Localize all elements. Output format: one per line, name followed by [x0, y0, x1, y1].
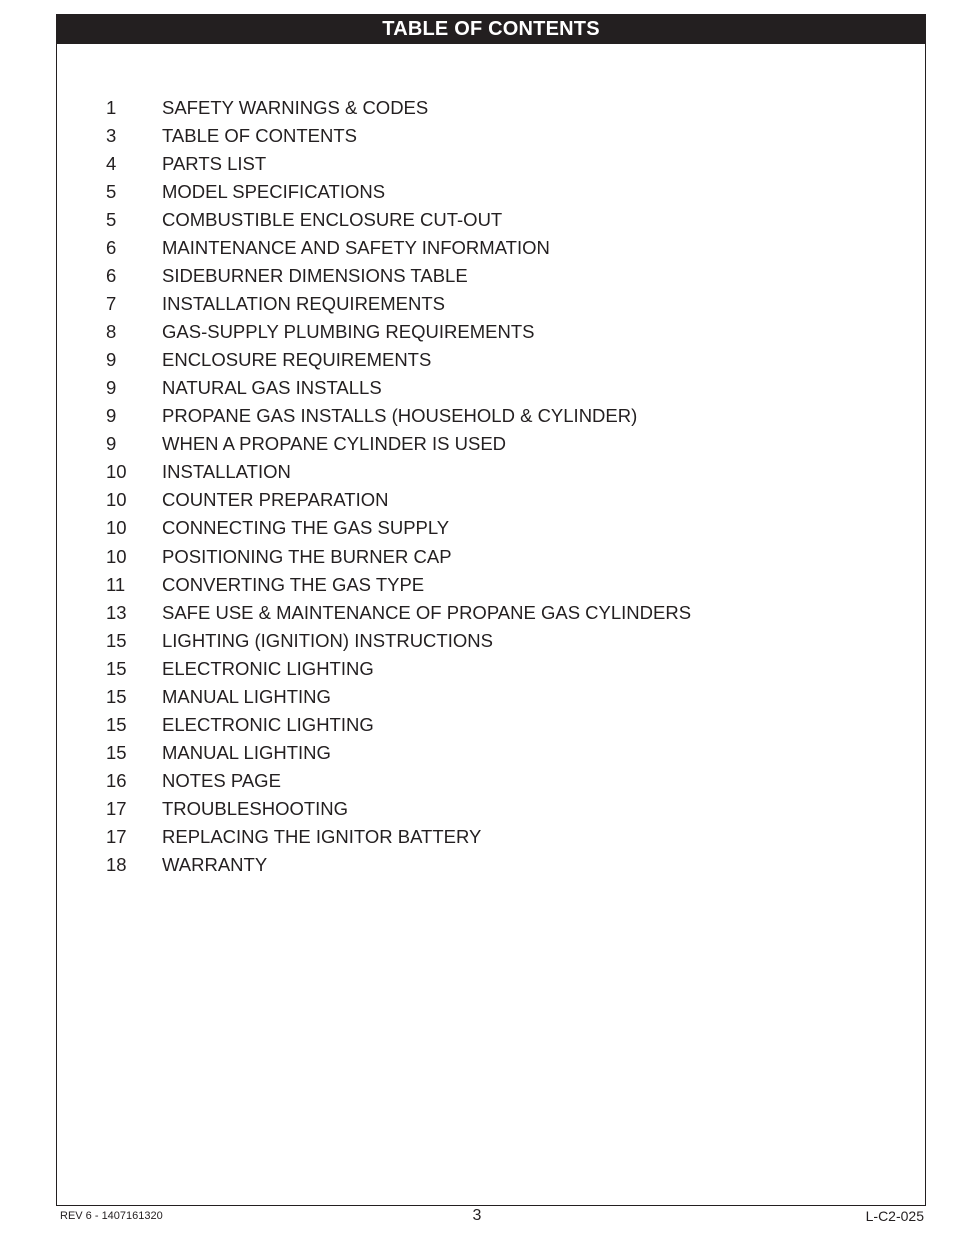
toc-page-number: 13 [106, 601, 127, 623]
toc-entry-title: COUNTER PREPARATION [162, 489, 389, 511]
toc-entry [106, 262, 866, 290]
toc-entry-title: WARRANTY [162, 854, 268, 876]
toc-entry-title: ELECTRONIC LIGHTING [162, 713, 374, 735]
toc-entry-title: MANUAL LIGHTING [162, 741, 331, 763]
toc-page-number: 10 [106, 489, 127, 511]
toc-page-number: 15 [106, 713, 127, 735]
toc-entry [106, 711, 866, 739]
toc-entry-title: GAS-SUPPLY PLUMBING REQUIREMENTS [162, 321, 535, 343]
toc-entry-title: SAFE USE & MAINTENANCE OF PROPANE GAS CYLINDERS [162, 601, 692, 623]
toc-entry [106, 851, 866, 879]
toc-page-number: 3 [106, 124, 117, 146]
toc-entry [106, 318, 866, 346]
toc-entry-title: MODEL SPECIFICATIONS [162, 180, 386, 202]
toc-entry [106, 403, 866, 431]
document-code: L-C2-025 [865, 1208, 924, 1224]
toc-entry [106, 290, 866, 318]
toc-page-number: 15 [106, 741, 127, 763]
toc-page-number: 4 [106, 152, 117, 174]
toc-entry-title: SAFETY WARNINGS & CODES [162, 96, 429, 118]
toc-page-number: 9 [106, 433, 117, 455]
toc-entry [106, 206, 866, 234]
toc-entry [106, 459, 866, 487]
toc-entry [106, 599, 866, 627]
toc-page-number: 5 [106, 180, 117, 202]
toc-entry-title: ELECTRONIC LIGHTING [162, 657, 374, 679]
toc-entry-title: PARTS LIST [162, 152, 267, 174]
toc-entry [106, 515, 866, 543]
toc-entry [106, 234, 866, 262]
toc-entry-title: NATURAL GAS INSTALLS [162, 377, 382, 399]
toc-entry [106, 122, 866, 150]
toc-page-number: 9 [106, 377, 117, 399]
toc-page-number: 9 [106, 405, 117, 427]
toc-entry [106, 178, 866, 206]
toc-entry-title: CONVERTING THE GAS TYPE [162, 573, 425, 595]
toc-entry-title: NOTES PAGE [162, 769, 281, 791]
revision-label: REV 6 - 1407161320 [60, 1210, 163, 1222]
toc-page-number: 7 [106, 293, 117, 315]
toc-entry-title: LIGHTING (IGNITION) INSTRUCTIONS [162, 629, 493, 651]
toc-entry [106, 374, 866, 402]
toc-page-number: 18 [106, 854, 127, 876]
toc-entry-title: CONNECTING THE GAS SUPPLY [162, 517, 450, 539]
toc-page-number: 1 [106, 96, 117, 118]
toc-entry [106, 795, 866, 823]
page-number: 3 [472, 1207, 482, 1224]
toc-entry-title: MANUAL LIGHTING [162, 685, 331, 707]
toc-page-number: 6 [106, 237, 117, 258]
toc-page-number: 8 [106, 321, 117, 343]
page-title: TABLE OF CONTENTS [382, 17, 600, 40]
toc-entry-title: MAINTENANCE AND SAFETY INFORMATION [162, 237, 550, 258]
toc-page-number: 5 [106, 208, 117, 230]
toc-entry [106, 346, 866, 374]
toc-entry [106, 150, 866, 178]
toc-entry [106, 739, 866, 767]
toc-page-number: 17 [106, 797, 127, 819]
toc-entry-title: INSTALLATION [162, 461, 291, 483]
toc-entry [106, 683, 866, 711]
toc-page-number: 11 [106, 573, 126, 595]
toc-page-number: 17 [106, 825, 127, 847]
toc-entry-title: TABLE OF CONTENTS [162, 124, 357, 146]
toc-page-number: 15 [106, 657, 127, 679]
toc-entry [106, 627, 866, 655]
toc-page-number: 15 [106, 629, 127, 651]
toc-entry-title: COMBUSTIBLE ENCLOSURE CUT-OUT [162, 208, 503, 230]
toc-entry [106, 571, 866, 599]
toc-entry [106, 94, 866, 122]
toc-page-number: 15 [106, 685, 127, 707]
toc-page-number: 10 [106, 545, 127, 567]
toc-entry-title: ENCLOSURE REQUIREMENTS [162, 349, 432, 371]
toc-entry [106, 543, 866, 571]
toc-entry-title: TROUBLESHOOTING [162, 797, 349, 819]
toc-entry-title: WHEN A PROPANE CYLINDER IS USED [162, 433, 507, 455]
toc-entry [106, 767, 866, 795]
toc-page-number: 10 [106, 517, 127, 539]
toc-entry [106, 431, 866, 459]
toc-page-number: 6 [106, 265, 117, 287]
toc-entry-title: SIDEBURNER DIMENSIONS TABLE [162, 265, 468, 287]
toc-page-number: 9 [106, 349, 117, 371]
toc-entry [106, 655, 866, 683]
toc-page-number: 16 [106, 769, 127, 791]
toc-entry [106, 823, 866, 851]
toc-entry-title: POSITIONING THE BURNER CAP [162, 545, 452, 567]
section-header [56, 14, 926, 44]
toc-page-number: 10 [106, 461, 127, 483]
toc-entry-title: INSTALLATION REQUIREMENTS [162, 293, 446, 315]
toc-list [106, 94, 866, 879]
toc-entry-title: PROPANE GAS INSTALLS (HOUSEHOLD & CYLINDER) [162, 405, 638, 427]
toc-entry [106, 487, 866, 515]
toc-entry-title: REPLACING THE IGNITOR BATTERY [162, 825, 482, 847]
